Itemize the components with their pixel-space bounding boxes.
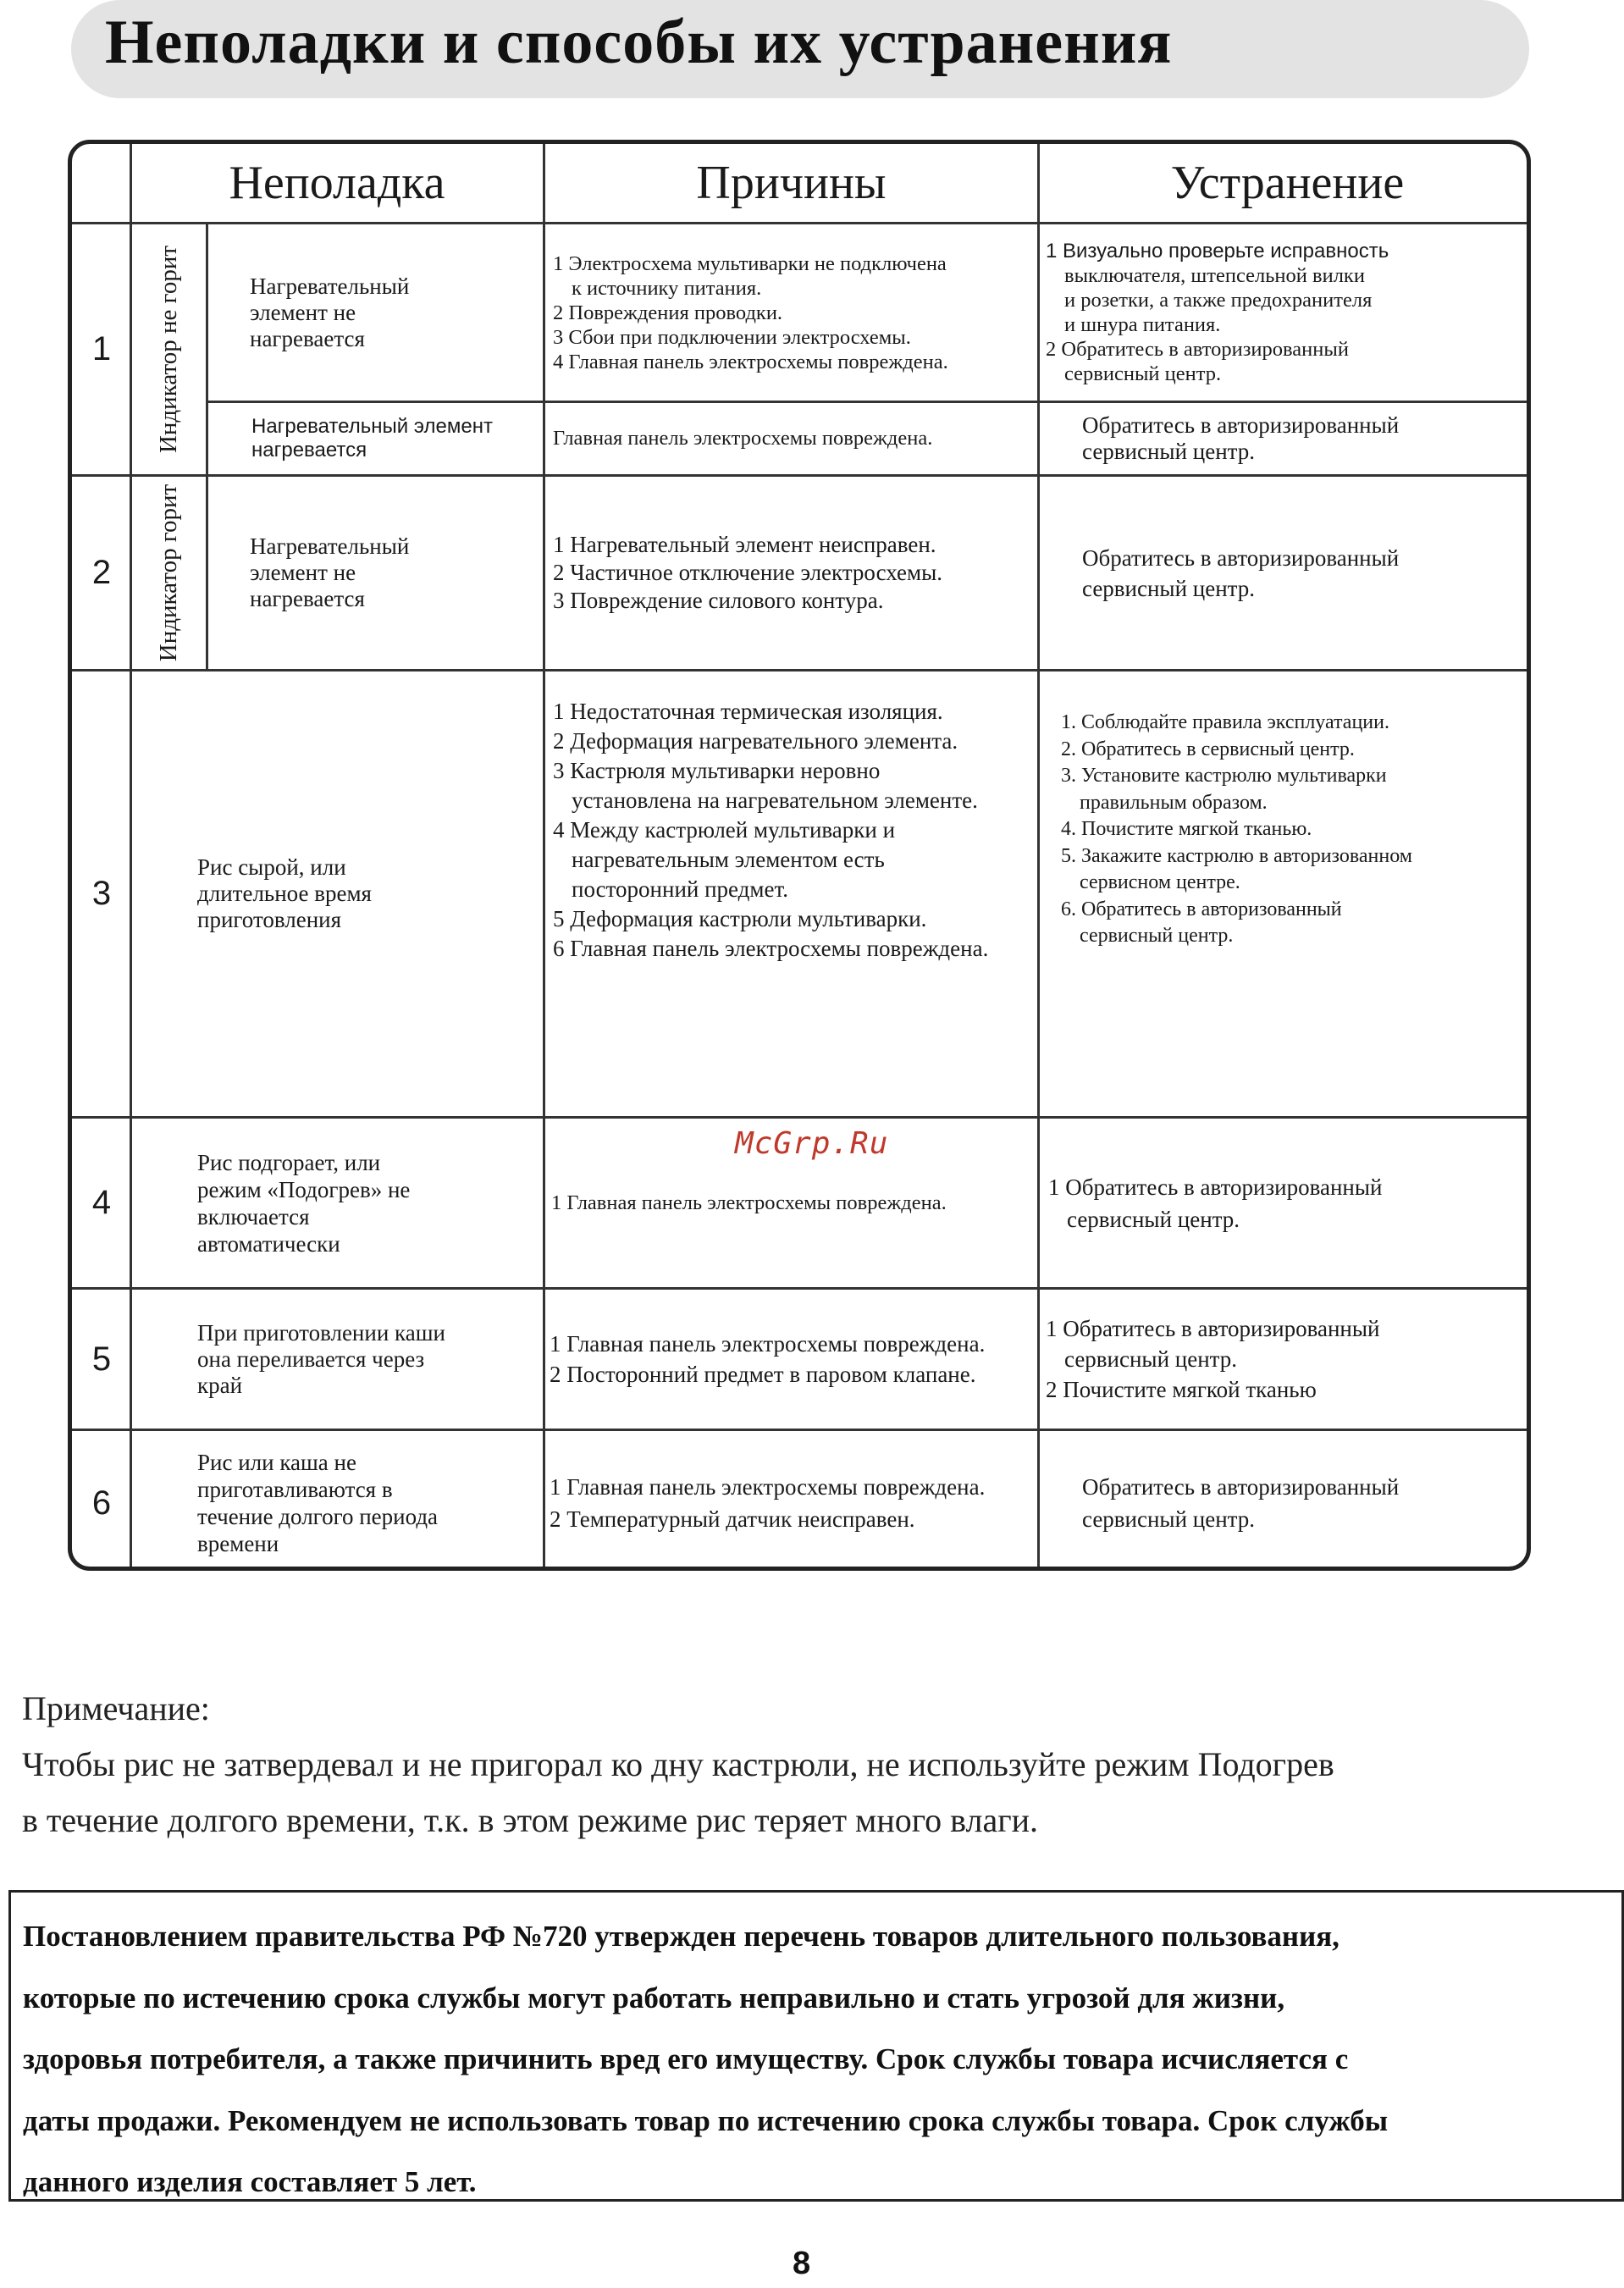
fix-cell: 1. Соблюдайте правила эксплуатации. 2. Обратитесь в сервисный центр. 3. Установите кастрюлю мультиварки правильным образом. 4. Почистите мягкой тканью. 5. Закажите кастрюлю в авторизованном сервисном центре. 6. Обратитесь в авторизованный сервисный центр. (1061, 711, 1412, 948)
fix-cell: 1 Обратитесь в авторизированный сервисный центр. (1048, 1174, 1383, 1232)
note-heading: Примечание: (22, 1689, 210, 1727)
watermark: McGrp.Ru (735, 1126, 889, 1161)
problem-cell: Нагревательный элемент не нагревается (250, 273, 410, 351)
row-number: 4 (91, 1184, 112, 1221)
fix-cell: 1 Визуально проверьте исправность выключателя, штепсельной вилки и розетки, а также предохранителя и шнура питания. 2 Обратитесь в авторизированный сервисный центр. (1046, 240, 1389, 385)
legal-line: которые по истечению срока службы могут работать неправильно и стать угрозой для жизни, (23, 1981, 1285, 2014)
page-title: Неполадки и способы их устранения (105, 8, 1173, 77)
causes-cell: 1 Главная панель электросхемы повреждена. 2 Температурный датчик неисправен. (550, 1474, 986, 1532)
indicator-label: Индикатор не горит (155, 245, 183, 454)
problem-cell: Рис сырой, или длительное время приготовления (197, 854, 372, 932)
causes-cell: 1 Недостаточная термическая изоляция. 2 Деформация нагревательного элемента. 3 Кастрюля мультиварки неровно установлена на нагревательном элементе. 4 Между кастрюлей мультиварки и нагревательным элементом есть посторонний предмет. 5 Деформация кастрюли мультиварки. 6 Главная панель электросхемы повреждена. (553, 698, 989, 961)
header-problem: Неполадка (229, 157, 445, 209)
note-section (22, 1681, 1614, 1849)
column-divider (543, 144, 545, 1571)
legal-line: даты продажи. Рекомендуем не использовать товар по истечению срока службы товара. Срок службы (23, 2103, 1389, 2137)
causes-cell: 1 Главная панель электросхемы повреждена. (551, 1191, 947, 1214)
row-number: 2 (91, 554, 112, 591)
page-number: 8 (793, 2246, 811, 2281)
fix-cell: Обратитесь в авторизированный сервисный центр. (1082, 544, 1400, 601)
problem-cell: Рис подгорает, или режим «Подогрев» не включается автоматически (197, 1149, 411, 1257)
note-line: в течение долгого времени, т.к. в этом режиме рис теряет много влаги. (22, 1801, 1039, 1839)
causes-cell: 1 Электросхема мультиварки не подключена к источнику питания. 2 Повреждения проводки. 3 Сбои при подключении электросхемы. 4 Главная панель электросхемы повреждена. (553, 251, 948, 373)
legal-notice-box (8, 1890, 1624, 2202)
header-causes: Причины (696, 157, 887, 209)
fix-cell: Обратитесь в авторизированный сервисный центр. (1082, 1474, 1400, 1532)
problem-cell: При приготовлении каши она переливается через край (197, 1319, 445, 1398)
problem-cell: Нагревательный элемент не нагревается (250, 533, 410, 611)
fix-cell: 1 Обратитесь в авторизированный сервисный центр. 2 Почистите мягкой тканью (1046, 1316, 1380, 1402)
legal-line: здоровья потребителя, а также причинить вред его имуществу. Срок службы товара исчисляется с (23, 2042, 1349, 2075)
legal-line: данного изделия составляет 5 лет. (23, 2165, 477, 2198)
indicator-label: Индикатор горит (155, 484, 183, 662)
problem-cell: Нагревательный элемент нагревается (251, 415, 493, 461)
row-number: 3 (91, 875, 112, 912)
problem-cell: Рис или каша не приготавливаются в течение долгого периода времени (197, 1450, 439, 1556)
column-divider (1037, 144, 1040, 1571)
causes-cell: 1 Нагревательный элемент неисправен. 2 Частичное отключение электросхемы. 3 Повреждение силового контура. (553, 532, 943, 613)
row-number: 1 (91, 330, 112, 368)
fix-cell: Обратитесь в авторизированный сервисный центр. (1082, 412, 1400, 464)
row-number: 6 (91, 1484, 112, 1522)
note-line: Чтобы рис не затвердевал и не пригорал ко дну кастрюли, не используйте режим Подогрев (22, 1745, 1334, 1783)
legal-line: Постановлением правительства РФ №720 утвержден перечень товаров длительного пользования, (23, 1920, 1340, 1953)
causes-cell: Главная панель электросхемы повреждена. (553, 427, 933, 450)
causes-cell: 1 Главная панель электросхемы повреждена. 2 Посторонний предмет в паровом клапане. (550, 1331, 986, 1387)
troubleshooting-table (68, 140, 1531, 1571)
header-fix: Устранение (1170, 157, 1405, 209)
row-number: 5 (91, 1340, 112, 1378)
